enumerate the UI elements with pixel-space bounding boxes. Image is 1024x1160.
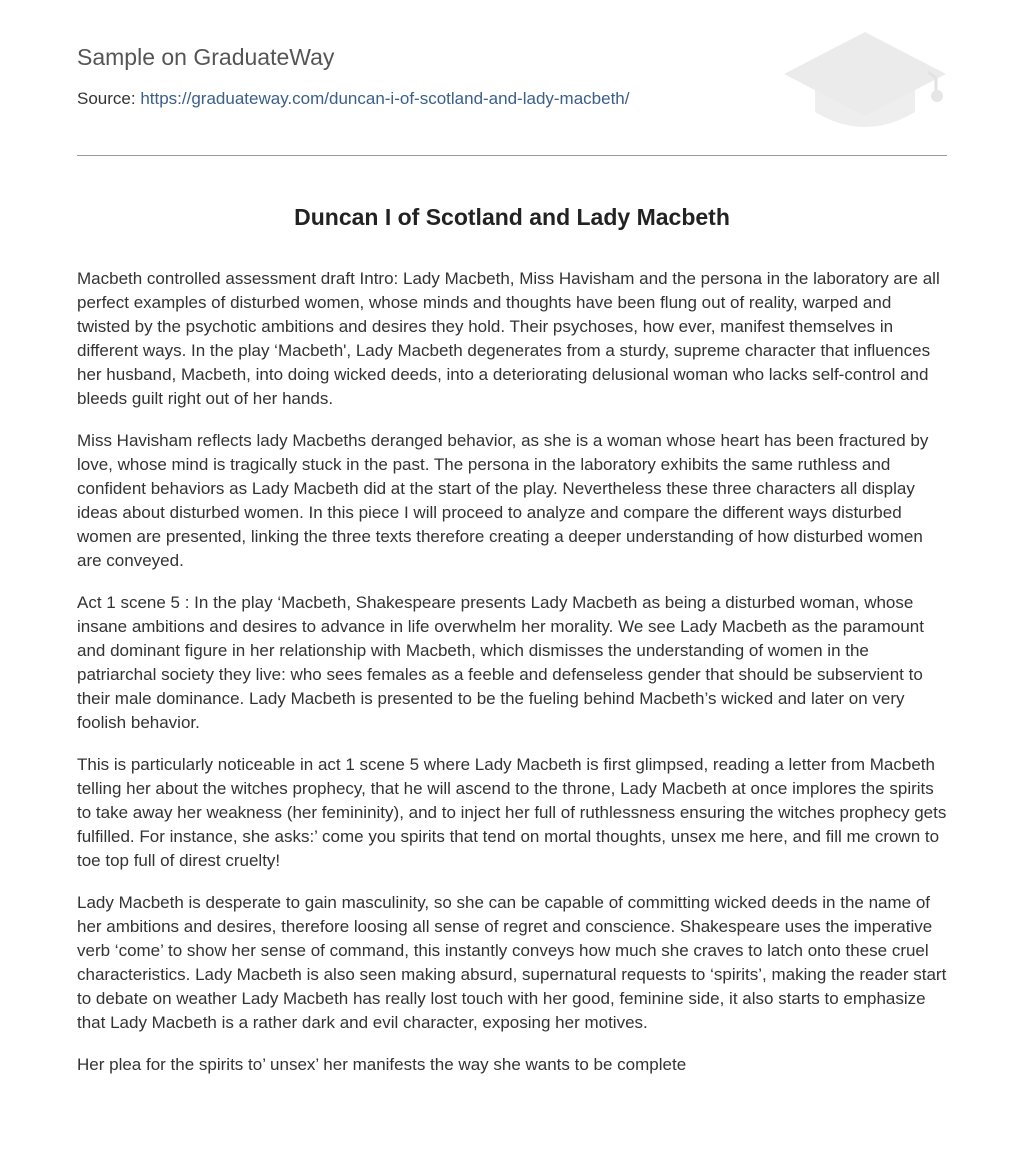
article-paragraph: Macbeth controlled assessment draft Intro: Lady Macbeth, Miss Havisham and the persona in the laboratory are all perfect examples of disturbed women, whose minds and thoughts have been flung out of reality, warped and twisted by the psychotic ambitions and desires they hold. Their psychoses, how ever, manifest themselves in different ways. In the play ‘Macbeth', Lady Macbeth degenerates from a sturdy, supreme character that influences her husband, Macbeth, into doing wicked deeds, into a deteriorating delusional woman who lacks self-control and bleeds guilt right out of her hands. <box>77 269 940 408</box>
article-title: Duncan I of Scotland and Lady Macbeth <box>294 204 730 230</box>
source-label: Source: <box>77 89 136 108</box>
article-paragraph: Lady Macbeth is desperate to gain masculinity, so she can be capable of committing wicked deeds in the name of her ambitions and desires, therefore loosing all sense of regret and conscience. Shakespeare uses the imperative verb ‘come’ to show her sense of command, this instantly conveys how much she craves to latch onto these cruel characteristics. Lady Macbeth is also seen making absurd, supernatural requests to ‘spirits’, making the reader start to debate on weather Lady Macbeth has really lost touch with her good, feminine side, it also starts to emphasize that Lady Macbeth is a rather dark and evil character, exposing her motives. <box>77 893 947 1032</box>
article-body <box>77 267 947 1095</box>
header-divider <box>77 155 947 156</box>
article-paragraph: Act 1 scene 5 : In the play ‘Macbeth, Shakespeare presents Lady Macbeth as being a disturbed woman, whose insane ambitions and desires to advance in life overwhelm her morality. We see Lady Macbeth as the paramount and dominant figure in her relationship with Macbeth, which dismisses the understanding of women in the patriarchal society they live: who sees females as a feeble and defenseless gender that should be subservient to their male dominance. Lady Macbeth is presented to be the fueling behind Macbeth’s wicked and later on very foolish behavior. <box>77 593 924 732</box>
graduation-cap-icon <box>782 30 948 134</box>
source-link[interactable]: https://graduateway.com/duncan-i-of-scotland-and-lady-macbeth/ <box>140 89 630 108</box>
article-paragraph: This is particularly noticeable in act 1 scene 5 where Lady Macbeth is first glimpsed, reading a letter from Macbeth telling her about the witches prophecy, that he will ascend to the throne, Lady Macbeth at once implores the spirits to take away her weakness (her femininity), and to inject her full of ruthlessness ensuring the witches prophecy gets fulfilled. For instance, she asks:’ come you spirits that tend on mortal thoughts, unsex me here, and fill me crown to toe top full of direst cruelty! <box>77 755 947 870</box>
article-paragraph: Miss Havisham reflects lady Macbeths deranged behavior, as she is a woman whose heart has been fractured by love, whose mind is tragically stuck in the past. The persona in the laboratory exhibits the same ruthless and confident behaviors as Lady Macbeth did at the start of the play. Nevertheless these three characters all display ideas about disturbed women. In this piece I will proceed to analyze and compare the different ways disturbed women are presented, linking the three texts therefore creating a deeper understanding of how disturbed women are conveyed. <box>77 431 929 570</box>
site-name: Sample on GraduateWay <box>77 44 335 70</box>
source-line <box>77 89 630 109</box>
article-paragraph: Her plea for the spirits to’ unsex’ her manifests the way she wants to be complete <box>77 1055 687 1074</box>
